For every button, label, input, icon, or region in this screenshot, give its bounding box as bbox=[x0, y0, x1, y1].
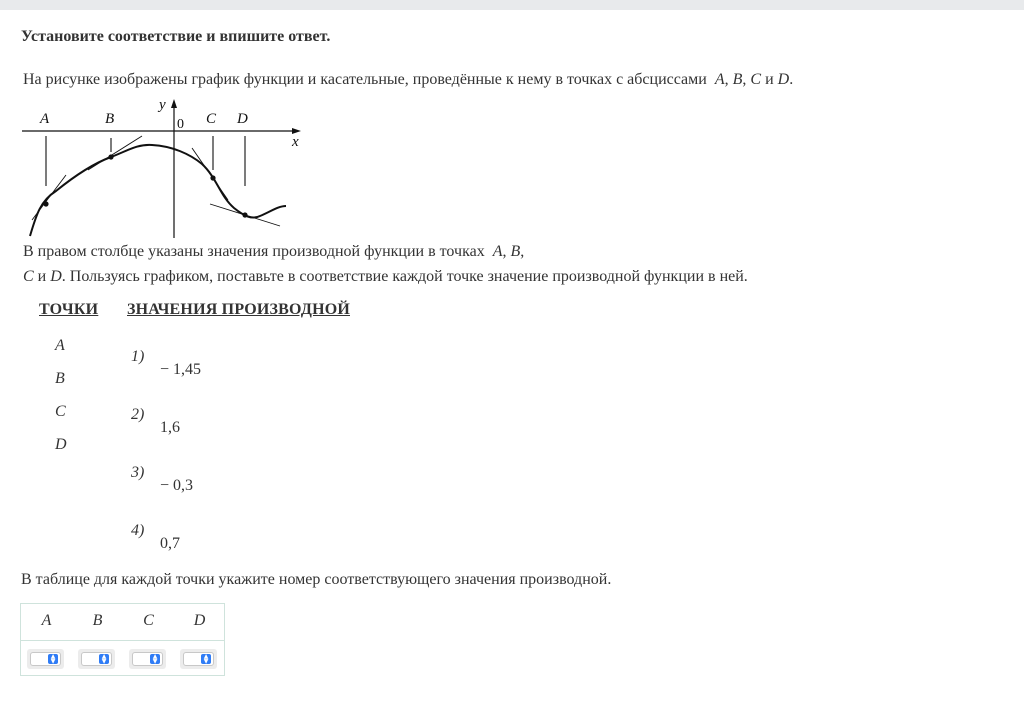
description-line-1: В правом столбце указаны значения производной функции в точках A, B, bbox=[23, 243, 525, 260]
point-c bbox=[210, 175, 215, 180]
answer-column-c: C bbox=[143, 612, 154, 629]
select-box[interactable] bbox=[81, 652, 112, 666]
option-value-4: 0,7 bbox=[160, 535, 180, 552]
function-curve bbox=[30, 145, 286, 236]
point-b bbox=[108, 154, 113, 159]
select-box[interactable] bbox=[183, 652, 214, 666]
option-number-2: 2) bbox=[131, 406, 145, 423]
option-number-4: 4) bbox=[131, 522, 145, 539]
answer-select-c[interactable] bbox=[129, 649, 166, 669]
answer-column-a: A bbox=[41, 612, 52, 629]
intro-text: На рисунке изображены график функции и касательные, проведённые к нему в точках с абсциссами A, B, C и D. bbox=[23, 71, 794, 88]
select-arrows-icon: ▲ ▼ bbox=[201, 654, 211, 664]
select-arrows-icon: ▲ ▼ bbox=[150, 654, 160, 664]
y-axis-arrow bbox=[171, 99, 177, 108]
label-y: y bbox=[159, 97, 166, 113]
answer-select-d[interactable] bbox=[180, 649, 217, 669]
function-graph bbox=[22, 96, 312, 241]
instruction-text: В таблице для каждой точки укажите номер соответствующего значения производной. bbox=[21, 571, 612, 588]
point-d bbox=[242, 212, 247, 217]
point-label-b: B bbox=[55, 370, 65, 387]
points-header: ТОЧКИ bbox=[39, 301, 99, 318]
label-c: C bbox=[206, 111, 217, 127]
select-arrows-icon: ▲ ▼ bbox=[99, 654, 109, 664]
answer-column-b: B bbox=[92, 612, 103, 629]
answer-column-d: D bbox=[193, 612, 206, 629]
point-label-c: C bbox=[55, 403, 66, 420]
answer-table bbox=[20, 603, 225, 676]
label-a: A bbox=[40, 111, 50, 127]
option-number-1: 1) bbox=[131, 348, 145, 365]
option-value-1: − 1,45 bbox=[160, 361, 202, 378]
answer-select-a[interactable] bbox=[27, 649, 64, 669]
answer-table-header-row bbox=[21, 604, 224, 641]
select-box[interactable] bbox=[132, 652, 163, 666]
values-header: ЗНАЧЕНИЯ ПРОИЗВОДНОЙ bbox=[127, 301, 350, 318]
option-value-2: 1,6 bbox=[160, 419, 180, 436]
select-arrows-icon: ▲ ▼ bbox=[48, 654, 58, 664]
option-value-3: − 0,3 bbox=[160, 477, 194, 494]
top-bar bbox=[0, 0, 1024, 10]
label-d: D bbox=[237, 111, 248, 127]
label-b: B bbox=[105, 111, 115, 127]
tangent-b bbox=[88, 136, 142, 170]
answer-select-b[interactable] bbox=[78, 649, 115, 669]
description-line-2: C и D. Пользуясь графиком, поставьте в соответствие каждой точке значение производной функции в ней. bbox=[23, 268, 748, 285]
point-label-a: A bbox=[55, 337, 65, 354]
select-box[interactable] bbox=[30, 652, 61, 666]
label-x: x bbox=[292, 134, 299, 150]
point-a bbox=[43, 201, 48, 206]
task-title: Установите соответствие и впишите ответ. bbox=[21, 28, 331, 45]
option-number-3: 3) bbox=[131, 464, 145, 481]
label-origin: 0 bbox=[177, 117, 184, 132]
point-label-d: D bbox=[55, 436, 67, 453]
